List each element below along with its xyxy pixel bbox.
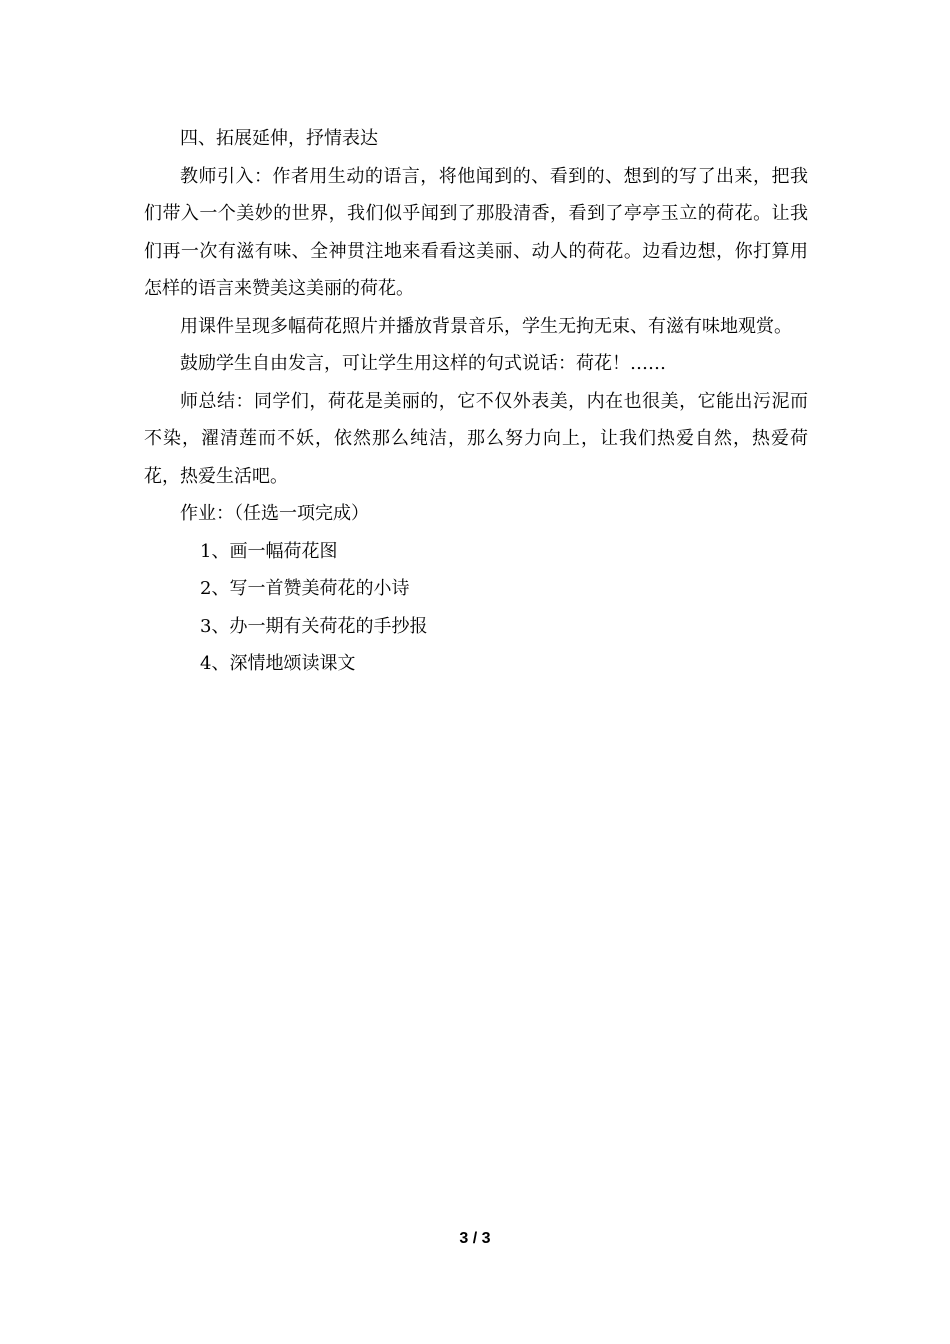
homework-title: 作业：（任选一项完成） [180,503,369,524]
paragraph-teacher-intro: 教师引入：作者用生动的语言，将他闻到的、看到的、想到的写了出来，把我们带入一个美妙的世界，我们似乎闻到了那股清香，看到了亭亭玉立的荷花。让我们再一次有滋有味、全神贯注地来看看这美丽、动人的荷花。边看边想，你打算用怎样的语言来赞美这美丽的荷花。 [144,165,808,299]
document-body [144,120,808,683]
homework-item: 1、画一幅荷花图 [200,540,338,562]
paragraph-courseware: 用课件呈现多幅荷花照片并播放背景音乐，学生无拘无束、有滋有味地观赏。 [180,315,792,337]
homework-item: 3、办一期有关荷花的手抄报 [200,615,428,637]
paragraph-summary: 师总结：同学们，荷花是美丽的，它不仅外表美，内在也很美，它能出污泥而不染，濯清莲而不妖，依然那么纯洁，那么努力向上，让我们热爱自然，热爱荷花，热爱生活吧。 [144,390,808,487]
homework-item: 4、深情地颂读课文 [200,653,356,674]
page-number: 3 / 3 [459,1230,491,1247]
homework-item: 2、写一首赞美荷花的小诗 [200,578,410,599]
paragraph-encourage: 鼓励学生自由发言，可让学生用这样的句式说话：荷花！…… [180,353,666,374]
section-heading: 四、拓展延伸，抒情表达 [180,128,378,149]
